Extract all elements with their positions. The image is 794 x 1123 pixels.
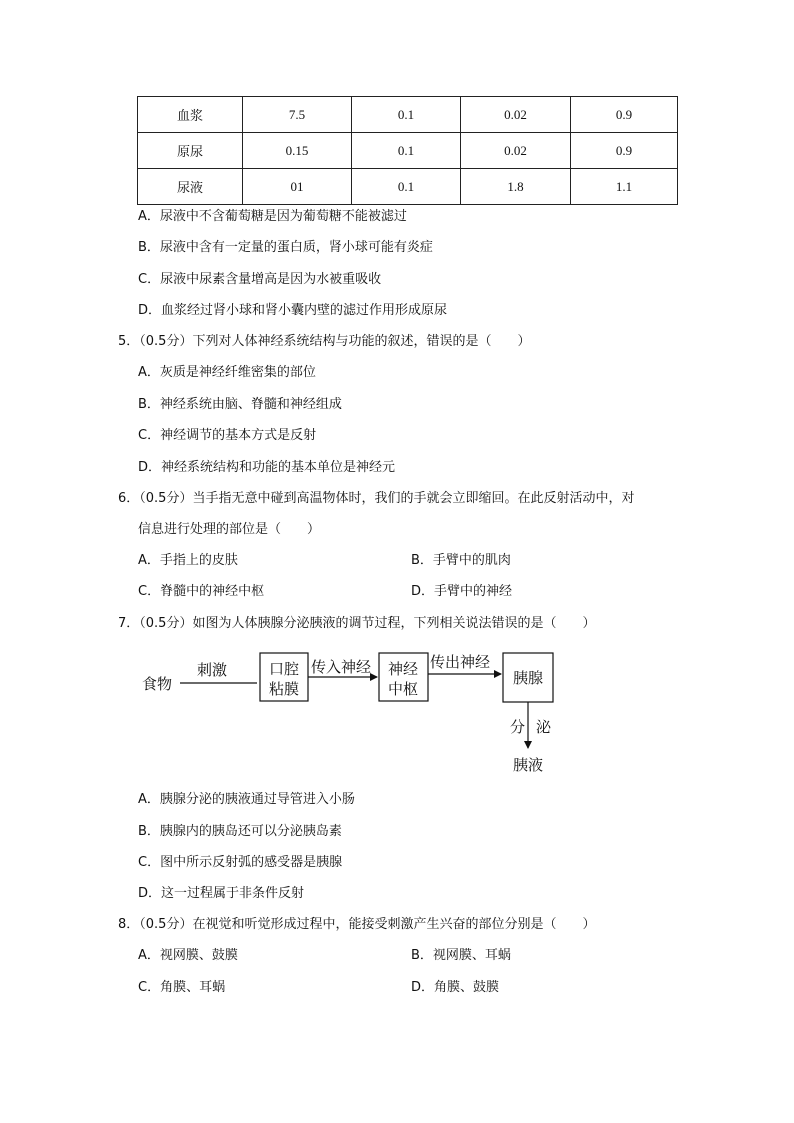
table-cell: 血浆 xyxy=(138,97,243,133)
table-cell: 0.1 xyxy=(352,169,461,205)
q4-option-a: A．尿液中不含葡萄糖是因为葡萄糖不能被滤过 xyxy=(138,209,407,224)
q8-option-a: A．视网膜、鼓膜 xyxy=(138,948,238,963)
q5-option-d: D．神经系统结构和功能的基本单位是神经元 xyxy=(138,460,396,475)
table-cell: 尿液 xyxy=(138,169,243,205)
diagram-stimulus: 刺激 xyxy=(197,661,228,679)
urine-composition-table xyxy=(137,96,678,205)
table-cell: 0.1 xyxy=(352,97,461,133)
q7-stem: 7．（0.5分）如图为人体胰腺分泌胰液的调节过程，下列相关说法错误的是（ ） xyxy=(118,616,596,631)
diagram-juice: 胰液 xyxy=(512,756,544,774)
table-cell: 01 xyxy=(243,169,352,205)
table-cell: 1.8 xyxy=(461,169,571,205)
table-cell: 0.9 xyxy=(571,97,678,133)
q5-option-a: A．灰质是神经纤维密集的部位 xyxy=(138,365,316,380)
table-cell: 0.15 xyxy=(243,133,352,169)
q8-option-b: B．视网膜、耳蜗 xyxy=(411,948,511,963)
diagram-food: 食物 xyxy=(142,675,173,693)
q6-option-b: B．手臂中的肌肉 xyxy=(411,553,511,568)
reflex-diagram xyxy=(130,645,570,780)
diagram-efferent: 传出神经 xyxy=(430,653,491,671)
q7-option-a: A．胰腺分泌的胰液通过导管进入小肠 xyxy=(138,792,355,807)
diagram-secrete-1: 分 xyxy=(510,718,526,736)
diagram-pancreas: 胰腺 xyxy=(512,669,544,687)
diagram-afferent: 传入神经 xyxy=(311,658,372,676)
table-cell: 0.02 xyxy=(461,133,571,169)
diagram-center-2: 中枢 xyxy=(387,680,419,698)
q6-stem-line1: 6．（0.5分）当手指无意中碰到高温物体时，我们的手就会立即缩回。在此反射活动中，对 xyxy=(118,491,635,506)
q4-option-b: B．尿液中含有一定量的蛋白质，肾小球可能有炎症 xyxy=(138,240,433,255)
q6-option-d: D．手臂中的神经 xyxy=(411,584,513,599)
table-cell: 原尿 xyxy=(138,133,243,169)
q5-stem: 5．（0.5分）下列对人体神经系统结构与功能的叙述，错误的是（ ） xyxy=(118,334,531,349)
q6-stem-line2: 信息进行处理的部位是（ ） xyxy=(138,522,321,537)
table-cell: 7.5 xyxy=(243,97,352,133)
q6-option-c: C．脊髓中的神经中枢 xyxy=(138,584,265,599)
q5-option-b: B．神经系统由脑、脊髓和神经组成 xyxy=(138,397,342,412)
q4-option-d: D．血浆经过肾小球和肾小囊内壁的滤过作用形成原尿 xyxy=(138,303,448,318)
q5-option-c: C．神经调节的基本方式是反射 xyxy=(138,428,317,443)
diagram-secrete-2: 泌 xyxy=(536,718,552,736)
q8-stem: 8．（0.5分）在视觉和听觉形成过程中，能接受刺激产生兴奋的部位分别是（ ） xyxy=(118,917,596,932)
diagram-center-1: 神经 xyxy=(387,660,419,678)
table-cell: 0.9 xyxy=(571,133,678,169)
q4-option-c: C．尿液中尿素含量增高是因为水被重吸收 xyxy=(138,272,382,287)
table-cell: 0.02 xyxy=(461,97,571,133)
table-cell: 0.1 xyxy=(352,133,461,169)
q6-option-a: A．手指上的皮肤 xyxy=(138,553,238,568)
q7-option-d: D．这一过程属于非条件反射 xyxy=(138,886,305,901)
table-row xyxy=(138,169,678,205)
diagram-mucosa-1: 口腔 xyxy=(268,660,300,678)
q8-option-d: D．角膜、鼓膜 xyxy=(411,980,500,995)
q7-option-c: C．图中所示反射弧的感受器是胰腺 xyxy=(138,855,343,870)
table-row xyxy=(138,97,678,133)
q7-option-b: B．胰腺内的胰岛还可以分泌胰岛素 xyxy=(138,824,342,839)
table-cell: 1.1 xyxy=(571,169,678,205)
q8-option-c: C．角膜、耳蜗 xyxy=(138,980,226,995)
diagram-mucosa-2: 粘膜 xyxy=(268,680,300,698)
table-row xyxy=(138,133,678,169)
